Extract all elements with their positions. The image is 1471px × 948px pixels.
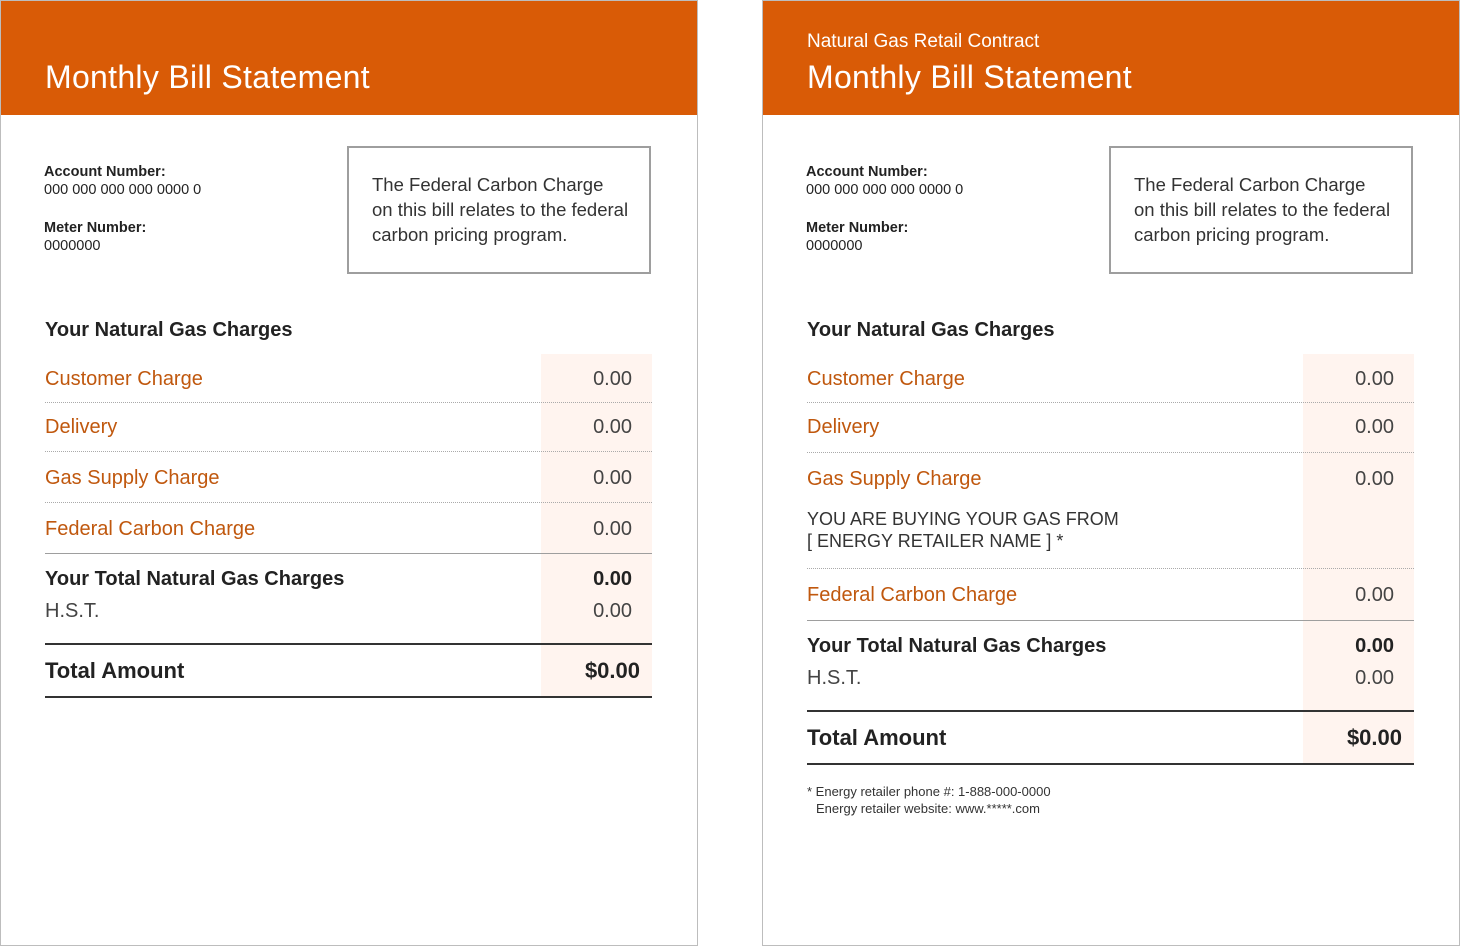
row-divider xyxy=(45,451,652,452)
hst-row xyxy=(45,599,652,623)
bill-subtitle: Natural Gas Retail Contract xyxy=(807,31,1040,52)
section-title: Your Natural Gas Charges xyxy=(45,319,293,341)
charge-amount: 0.00 xyxy=(593,416,632,438)
hst-amount: 0.00 xyxy=(1355,667,1394,689)
total-amount-row xyxy=(45,659,652,685)
account-number-label: Account Number: xyxy=(806,164,928,180)
total-divider-top xyxy=(807,710,1414,712)
bill-panel-retail-contract xyxy=(762,0,1460,946)
hst-label: H.S.T. xyxy=(45,600,100,622)
total-charges-label: Your Total Natural Gas Charges xyxy=(807,635,1107,657)
meter-number-label: Meter Number: xyxy=(44,220,147,236)
charge-label: Federal Carbon Charge xyxy=(807,584,1018,606)
charge-label: Customer Charge xyxy=(45,368,203,390)
charge-amount: 0.00 xyxy=(1355,468,1394,490)
bill-title: Monthly Bill Statement xyxy=(45,59,370,95)
hst-label: H.S.T. xyxy=(807,667,862,689)
total-charges-row xyxy=(45,567,652,591)
carbon-charge-note: The Federal Carbon Charge on this bill relates to the federal carbon pricing program. xyxy=(1109,146,1413,274)
charge-row-gas-supply xyxy=(45,466,652,490)
charge-label: Gas Supply Charge xyxy=(45,467,220,489)
row-divider xyxy=(807,452,1414,453)
total-charges-amount: 0.00 xyxy=(1355,635,1394,657)
total-divider-top xyxy=(45,643,652,645)
total-amount-label: Total Amount xyxy=(45,658,185,683)
charge-amount: 0.00 xyxy=(1355,584,1394,606)
retailer-notice-line2: [ ENERGY RETAILER NAME ] * xyxy=(807,531,1064,551)
total-amount-value: $0.00 xyxy=(1346,725,1402,750)
charge-amount: 0.00 xyxy=(1355,416,1394,438)
row-divider xyxy=(45,502,652,503)
hst-row xyxy=(807,666,1414,690)
account-number-value: 000 000 000 000 0000 0 xyxy=(44,182,202,198)
total-divider-bottom xyxy=(45,696,652,698)
charge-label: Delivery xyxy=(45,416,118,438)
retailer-notice-line1: YOU ARE BUYING YOUR GAS FROM xyxy=(807,509,1119,529)
charge-amount: 0.00 xyxy=(593,368,632,390)
retailer-footnote xyxy=(807,783,1051,817)
retailer-website: Energy retailer website: www.*****.com xyxy=(816,801,1040,816)
row-divider xyxy=(45,402,652,403)
meter-number-value: 0000000 xyxy=(806,238,863,254)
hst-amount: 0.00 xyxy=(593,600,632,622)
charge-row-customer xyxy=(807,367,1414,391)
retailer-notice xyxy=(807,508,1287,552)
meter-number-label: Meter Number: xyxy=(806,220,909,236)
total-divider-bottom xyxy=(807,763,1414,765)
section-title: Your Natural Gas Charges xyxy=(807,319,1055,341)
subtotal-divider xyxy=(45,553,652,554)
charge-row-federal-carbon xyxy=(45,517,652,541)
account-info xyxy=(806,163,963,255)
bill-header xyxy=(763,1,1459,115)
charge-label: Gas Supply Charge xyxy=(807,468,982,490)
charge-row-delivery xyxy=(45,415,652,439)
total-amount-row xyxy=(807,726,1414,752)
charge-label: Federal Carbon Charge xyxy=(45,518,256,540)
account-number-value: 000 000 000 000 0000 0 xyxy=(806,182,964,198)
row-divider xyxy=(807,402,1414,403)
account-number-label: Account Number: xyxy=(44,164,166,180)
account-info xyxy=(44,163,201,255)
charge-amount: 0.00 xyxy=(593,467,632,489)
total-amount-value: $0.00 xyxy=(584,658,640,683)
total-charges-amount: 0.00 xyxy=(593,568,632,590)
retailer-phone: * Energy retailer phone #: 1-888-000-0000 xyxy=(807,784,1051,799)
total-amount-label: Total Amount xyxy=(807,725,947,750)
subtotal-divider xyxy=(807,620,1414,621)
charge-row-gas-supply xyxy=(807,467,1414,491)
charge-amount: 0.00 xyxy=(593,518,632,540)
charge-label: Customer Charge xyxy=(807,368,965,390)
bill-panel-standard xyxy=(0,0,698,946)
charge-amount: 0.00 xyxy=(1355,368,1394,390)
charge-label: Delivery xyxy=(807,416,880,438)
row-divider xyxy=(807,568,1414,569)
charge-row-customer xyxy=(45,367,652,391)
total-charges-row xyxy=(807,634,1414,658)
bill-title: Monthly Bill Statement xyxy=(807,59,1132,95)
meter-number-value: 0000000 xyxy=(44,238,101,254)
carbon-charge-note: The Federal Carbon Charge on this bill relates to the federal carbon pricing program. xyxy=(347,146,651,274)
bill-header xyxy=(1,1,697,115)
charge-row-delivery xyxy=(807,415,1414,439)
charge-row-federal-carbon xyxy=(807,583,1414,607)
total-charges-label: Your Total Natural Gas Charges xyxy=(45,568,345,590)
